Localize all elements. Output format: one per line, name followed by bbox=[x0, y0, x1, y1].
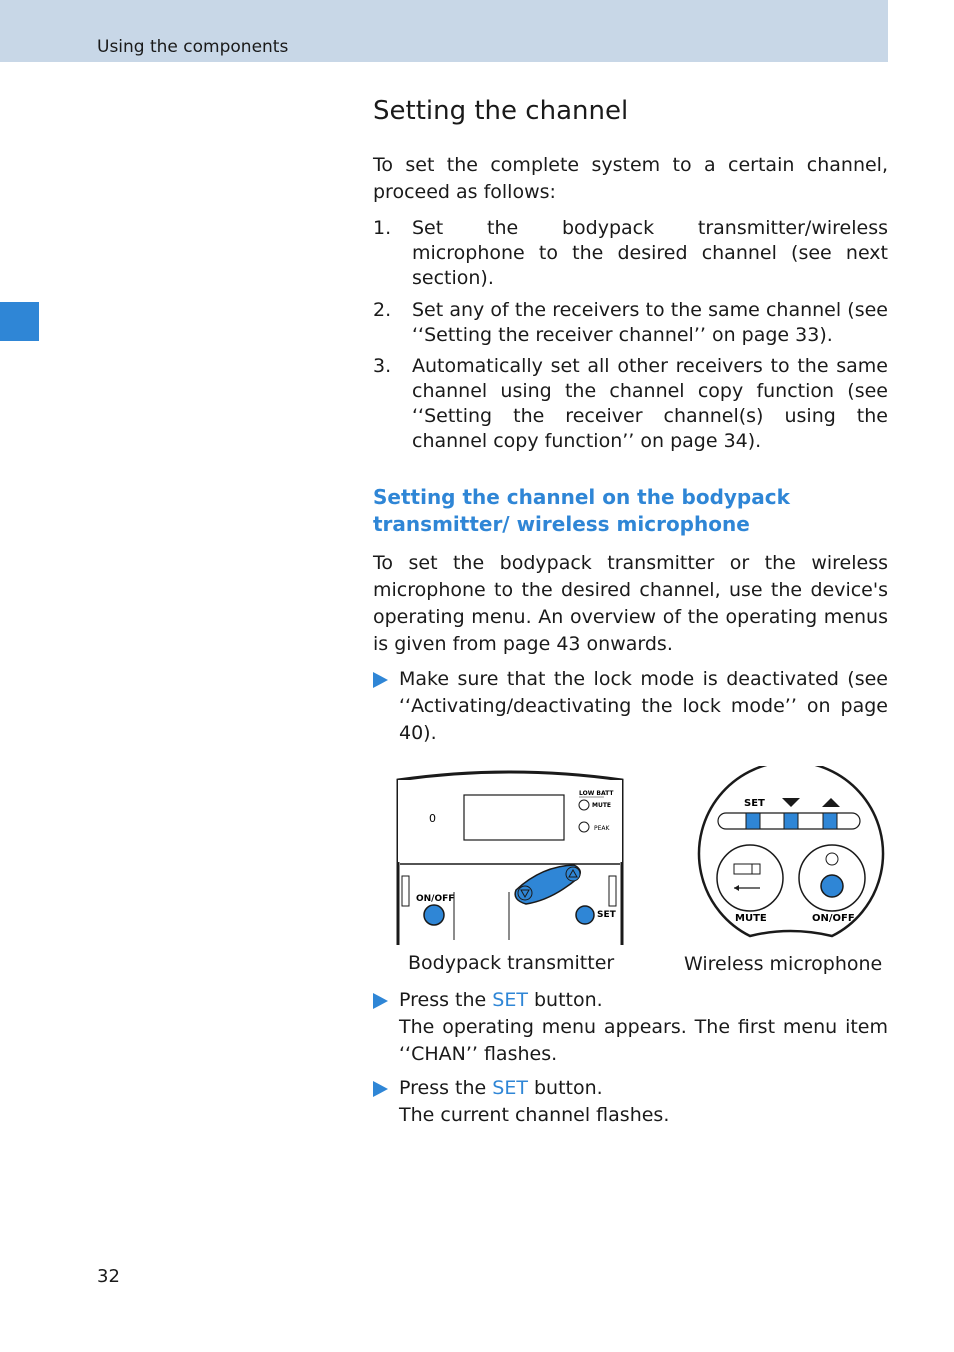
mic-set-label: SET bbox=[744, 798, 765, 809]
subheading-block bbox=[373, 484, 888, 538]
page-number: 32 bbox=[97, 1266, 120, 1287]
mic-set-button[interactable] bbox=[746, 813, 760, 829]
page-title-block bbox=[373, 96, 888, 126]
sub-intro-block bbox=[373, 550, 888, 658]
instruction-text bbox=[399, 1075, 888, 1102]
list-item-number: 1. bbox=[373, 217, 392, 239]
instruction-suffix: button. bbox=[527, 1077, 603, 1099]
instruction-result: The current channel flashes. bbox=[399, 1104, 670, 1126]
subheading: Setting the channel on the bodypack transmitter/ wireless microphone bbox=[373, 485, 790, 536]
bp-zero-label: 0 bbox=[429, 812, 436, 825]
bodypack-transmitter-illustration bbox=[392, 770, 628, 950]
sub-intro-paragraph: To set the bodypack transmitter or the wireless microphone to the desired channel, use the device's operating menu. An overview of the operating menus is given from page 43 onwards. bbox=[373, 552, 888, 655]
page-title: Setting the channel bbox=[373, 96, 629, 126]
instruction-suffix: button. bbox=[527, 989, 603, 1011]
bp-peak-label: PEAK bbox=[594, 825, 610, 832]
set-keyword: SET bbox=[492, 1077, 528, 1099]
arrow-bullet-icon bbox=[373, 1081, 388, 1097]
instruction-text bbox=[399, 987, 888, 1014]
bp-set-label: SET bbox=[597, 910, 616, 920]
instruction-prefix: Press the bbox=[399, 1077, 493, 1099]
instruction-prefix: Press the bbox=[399, 989, 493, 1011]
list-item-text: Automatically set all other receivers to the same channel using the channel copy function (see ‘‘Setting the receiver channel(s) using the channel copy function’’ on page 34). bbox=[412, 355, 888, 452]
mic-up-button[interactable] bbox=[823, 813, 837, 829]
instruction-step-set-2 bbox=[373, 1075, 888, 1129]
set-keyword: SET bbox=[492, 989, 528, 1011]
chapter-tab-marker bbox=[0, 302, 39, 341]
bp-on-off-label: ON/OFF bbox=[416, 894, 455, 904]
wireless-microphone-illustration bbox=[692, 766, 890, 950]
list-item-number: 3. bbox=[373, 355, 392, 377]
mic-on-off-label: ON/OFF bbox=[812, 913, 855, 924]
bodypack-caption: Bodypack transmitter bbox=[408, 952, 615, 974]
intro-paragraph-block bbox=[373, 152, 888, 206]
intro-paragraph: To set the complete system to a certain channel, proceed as follows: bbox=[373, 154, 888, 203]
list-item bbox=[373, 298, 888, 348]
bp-mute-label: MUTE bbox=[592, 802, 612, 809]
instruction-text: Make sure that the lock mode is deactivated (see ‘‘Activating/deactivating the lock mode’’ on page 40). bbox=[399, 668, 888, 744]
list-item-number: 2. bbox=[373, 299, 392, 321]
list-item-text: Set any of the receivers to the same channel (see ‘‘Setting the receiver channel’’ on page 33). bbox=[412, 299, 888, 346]
arrow-bullet-icon bbox=[373, 993, 388, 1009]
running-header: Using the components bbox=[97, 37, 289, 57]
instruction-step-set-1 bbox=[373, 987, 888, 1068]
bp-low-batt-label: LOW BATT bbox=[579, 790, 614, 797]
arrow-bullet-icon bbox=[373, 672, 388, 688]
list-item bbox=[373, 354, 888, 454]
microphone-caption: Wireless microphone bbox=[684, 953, 883, 975]
mic-on-off-button[interactable] bbox=[821, 875, 843, 897]
mic-down-button[interactable] bbox=[784, 813, 798, 829]
list-item bbox=[373, 216, 888, 291]
bp-set-button[interactable] bbox=[576, 906, 594, 924]
mic-mute-label: MUTE bbox=[735, 913, 767, 924]
list-item-text: Set the bodypack transmitter/wireless microphone to the desired channel (see next section). bbox=[412, 217, 888, 289]
instruction-step-lock bbox=[373, 666, 888, 747]
bp-on-off-button[interactable] bbox=[424, 905, 444, 925]
instruction-result: The operating menu appears. The first menu item ‘‘CHAN’’ flashes. bbox=[399, 1016, 888, 1065]
